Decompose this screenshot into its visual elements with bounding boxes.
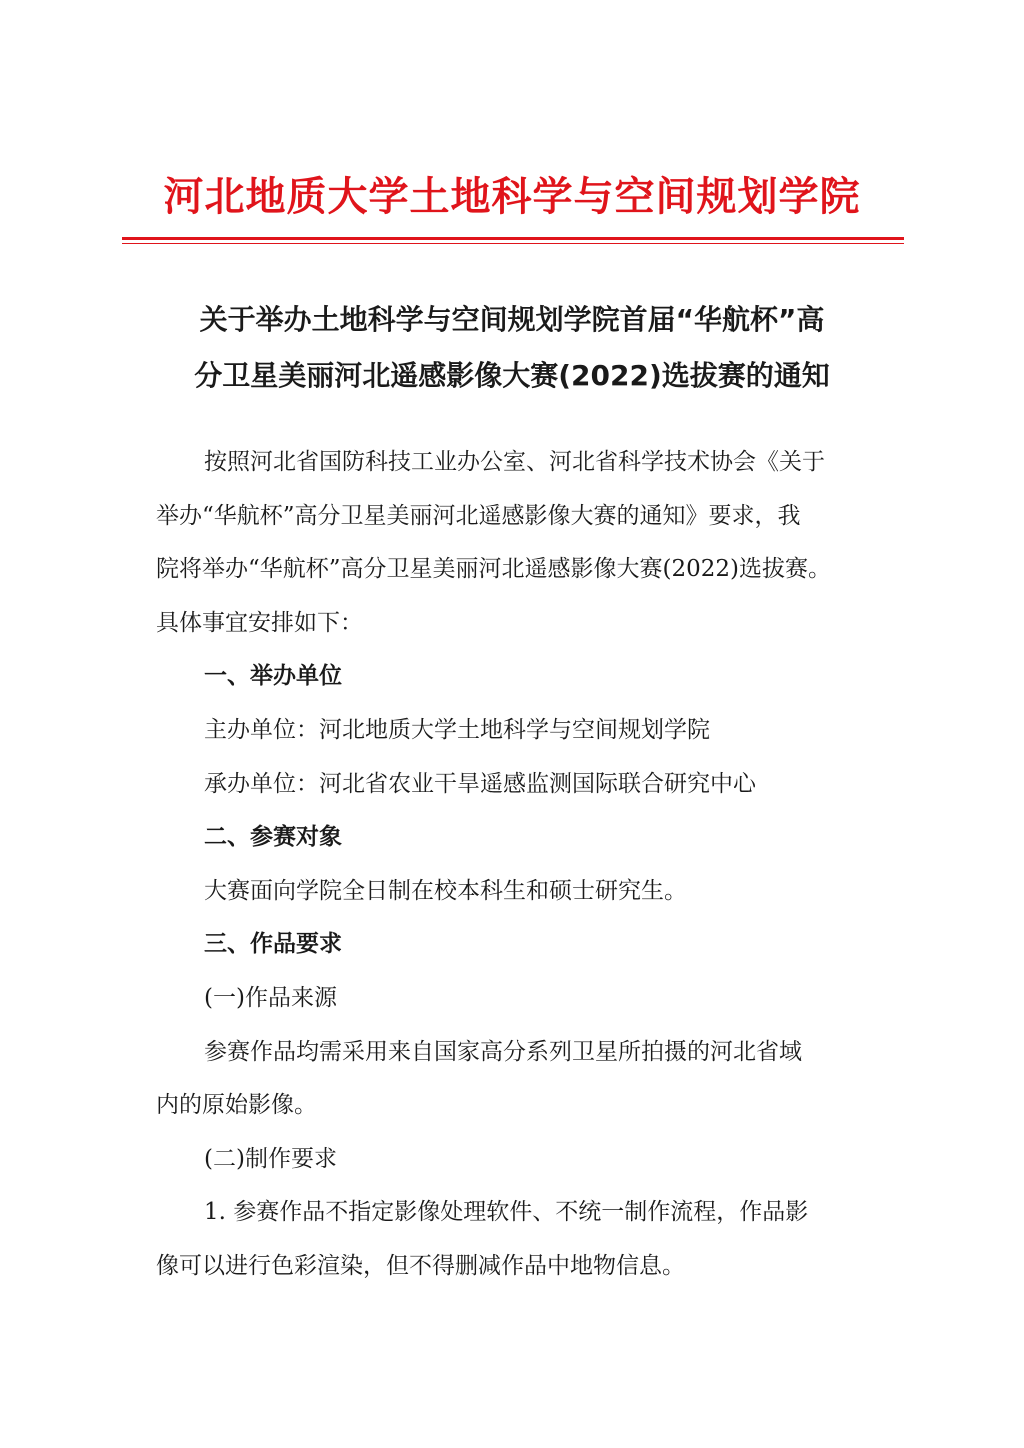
masthead-divider-thick — [122, 237, 904, 240]
source-paragraph-cont — [156, 1079, 872, 1133]
organizer-text: 主办单位：河北地质大学土地科学与空间规划学院 — [204, 716, 710, 743]
intro-paragraph-cont — [156, 490, 872, 651]
source-line-1: 参赛作品均需采用来自国家高分系列卫星所拍摄的河北省域 — [204, 1038, 802, 1065]
source-paragraph — [156, 1026, 872, 1080]
intro-paragraph — [156, 436, 872, 490]
requirement-1-paragraph-cont — [156, 1240, 872, 1294]
requirement-1-line-2: 像可以进行色彩渲染，但不得删减作品中地物信息。 — [156, 1252, 685, 1279]
subsection-heading-production: (二)制作要求 — [204, 1145, 337, 1172]
intro-line-1: 按照河北省国防科技工业办公室、河北省科学技术协会《关于 — [204, 449, 825, 475]
co-organizer-text: 承办单位：河北省农业干旱遥感监测国际联合研究中心 — [204, 770, 756, 797]
subsection-heading-source: (一)作品来源 — [204, 984, 337, 1011]
requirement-1-line-1: 1. 参赛作品不指定影像处理软件、不统一制作流程，作品影 — [204, 1199, 809, 1226]
section-heading-organizers: 一、举办单位 — [204, 663, 342, 690]
notice-title-line-2: 分卫星美丽河北遥感影像大赛(2022)选拔赛的通知 — [194, 359, 830, 392]
notice-title — [140, 292, 884, 404]
section-heading-requirements: 三、作品要求 — [204, 931, 342, 958]
masthead-divider-thin — [122, 243, 904, 244]
notice-body — [156, 436, 872, 1294]
intro-line-4: 具体事宜安排如下： — [156, 609, 363, 636]
participants-text: 大赛面向学院全日制在校本科生和硕士研究生。 — [204, 877, 687, 904]
intro-line-2: 举办“华航杯”高分卫星美丽河北遥感影像大赛的通知》要求，我 — [156, 502, 801, 529]
requirement-1-paragraph — [156, 1186, 872, 1240]
masthead-title: 河北地质大学土地科学与空间规划学院 — [163, 174, 861, 220]
notice-title-line-1: 关于举办土地科学与空间规划学院首届“华航杯”高 — [199, 303, 825, 336]
intro-line-3: 院将举办“华航杯”高分卫星美丽河北遥感影像大赛(2022)选拔赛。 — [156, 556, 831, 583]
section-heading-participants: 二、参赛对象 — [204, 824, 342, 851]
source-line-2: 内的原始影像。 — [156, 1092, 317, 1119]
